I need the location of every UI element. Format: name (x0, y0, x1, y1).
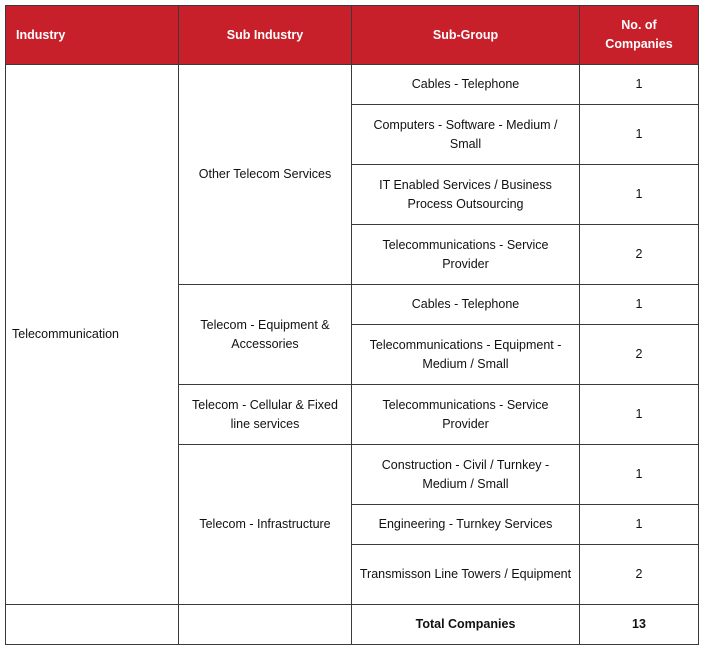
total-row (6, 605, 699, 645)
sub-group-cell: Telecommunications - Equipment - Medium / Small (352, 325, 580, 385)
total-count: 13 (580, 605, 699, 645)
sub-group-cell: Telecommunications - Service Provider (352, 225, 580, 285)
header-sub-group: Sub-Group (352, 6, 580, 65)
count-cell: 2 (580, 225, 699, 285)
sub-industry-cell: Telecom - Cellular & Fixed line services (179, 385, 352, 445)
sub-group-cell: Construction - Civil / Turnkey - Medium / Small (352, 445, 580, 505)
header-num-companies: No. of Companies (580, 6, 699, 65)
sub-industry-cell: Other Telecom Services (179, 65, 352, 285)
count-cell: 1 (580, 165, 699, 225)
count-cell: 2 (580, 545, 699, 605)
header-row (6, 6, 699, 65)
count-cell: 1 (580, 65, 699, 105)
sub-industry-cell: Telecom - Infrastructure (179, 445, 352, 605)
sub-group-cell: IT Enabled Services / Business Process Outsourcing (352, 165, 580, 225)
sub-group-cell: Engineering - Turnkey Services (352, 505, 580, 545)
header-sub-industry: Sub Industry (179, 6, 352, 65)
sub-group-cell: Transmisson Line Towers / Equipment (352, 545, 580, 605)
count-cell: 1 (580, 445, 699, 505)
industry-cell: Telecommunication (6, 65, 179, 605)
table-row (6, 65, 699, 105)
industry-table (5, 5, 699, 645)
total-label: Total Companies (352, 605, 580, 645)
count-cell: 2 (580, 325, 699, 385)
sub-group-cell: Cables - Telephone (352, 285, 580, 325)
header-industry: Industry (6, 6, 179, 65)
empty-cell (6, 605, 179, 645)
sub-industry-cell: Telecom - Equipment & Accessories (179, 285, 352, 385)
count-cell: 1 (580, 105, 699, 165)
count-cell: 1 (580, 285, 699, 325)
sub-group-cell: Computers - Software - Medium / Small (352, 105, 580, 165)
sub-group-cell: Cables - Telephone (352, 65, 580, 105)
sub-group-cell: Telecommunications - Service Provider (352, 385, 580, 445)
count-cell: 1 (580, 505, 699, 545)
count-cell: 1 (580, 385, 699, 445)
empty-cell (179, 605, 352, 645)
